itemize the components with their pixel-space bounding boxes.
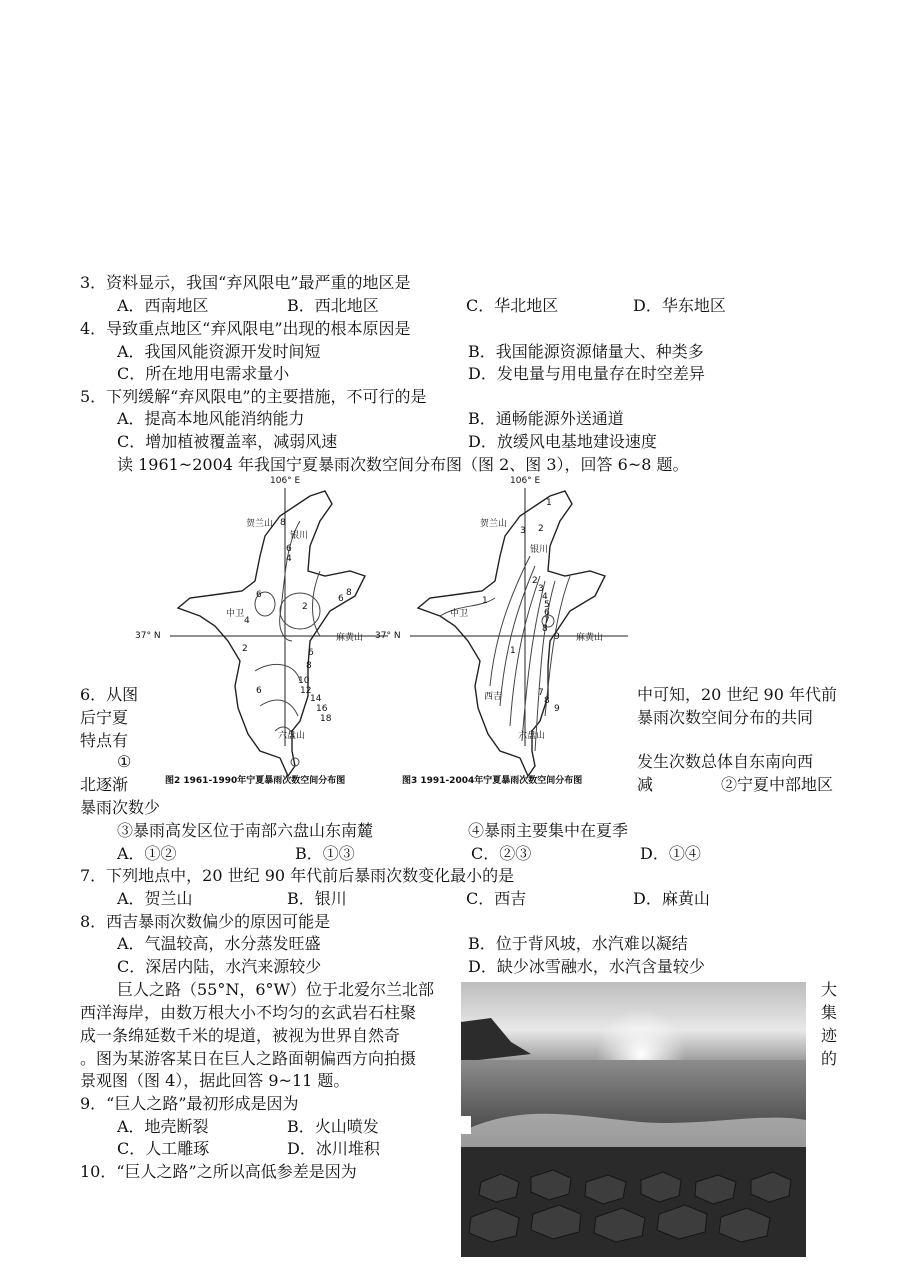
q5-option-d: D．放缓风电基地建设速度 (468, 432, 657, 451)
q6-line4-right: 发生次数总体自东南向西 (637, 752, 814, 771)
q8-option-a: A．气温较高，水分蒸发旺盛 (117, 934, 321, 953)
fig2-lat-label: 37° N (135, 631, 161, 641)
q6-line1-right: 中可知，20 世纪 90 年代前 (637, 685, 837, 704)
passage-line-2: 西洋海岸，由数万根大小不均匀的玄武岩石柱聚 (80, 1003, 417, 1022)
fig3-contour-label: 1 (482, 596, 488, 606)
fig3-contour-label: 9 (554, 704, 560, 714)
fig2-contour-label: 6 (338, 594, 344, 604)
q6-option-a: A．①② (117, 844, 177, 863)
passage-line-4: 。图为某游客某日在巨人之路面朝偏西方向拍摄 (80, 1049, 417, 1068)
q5-stem: 5．下列缓解“弃风限电”的主要措施，不可行的是 (80, 387, 427, 406)
q6-line5-right: ②宁夏中部地区 (721, 775, 834, 794)
fig2-contour-label: 6 (286, 544, 292, 554)
q6-option-d: D．①④ (640, 844, 701, 863)
q6-line6: 暴雨次数少 (80, 798, 161, 817)
fig3-contour-label: 4 (542, 592, 548, 602)
fig2-liupanshan-label: 六盘山 (278, 731, 306, 741)
q3-option-c: C．华北地区 (466, 296, 559, 315)
q7-stem: 7．下列地点中，20 世纪 90 年代前后暴雨次数变化最小的是 (80, 866, 515, 885)
fig2-contour-label: 8 (346, 588, 352, 598)
fig3-mahuangshan-label: 麻黄山 (576, 633, 604, 643)
fig3-contour-label: 3 (538, 584, 544, 594)
fig2-contour-label: 2 (302, 602, 308, 612)
figure-3-caption: 图3 1991-2004年宁夏暴雨次数空间分布图 (402, 776, 583, 786)
q4-option-a: A．我国风能资源开发时间短 (117, 342, 321, 361)
q4-option-c: C．所在地用电需求量小 (117, 364, 290, 383)
q3-option-a: A．西南地区 (117, 296, 209, 315)
q9-option-b: B．火山喷发 (287, 1117, 379, 1136)
fig2-contour-label: 18 (320, 714, 332, 724)
q6-line4-left: ① (117, 752, 132, 771)
q6-line2-left: 后宁夏 (80, 708, 129, 727)
fig3-contour-label: 3 (520, 526, 526, 536)
fig3-helanshan-label: 贺兰山 (480, 519, 508, 529)
passage-right-1: 大 (821, 980, 838, 999)
fig3-lat-label: 37° N (375, 631, 401, 641)
fig2-contour-label: 2 (242, 644, 248, 654)
q7-option-c: C．西吉 (466, 889, 527, 908)
fig3-lon-label: 106° E (510, 476, 541, 486)
fig2-contour-label: 8 (280, 518, 286, 528)
q8-option-d: D．缺少冰雪融水，水汽含量较少 (468, 957, 705, 976)
fig3-contour-label: 1 (546, 498, 552, 508)
passage-right-2: 集 (821, 1003, 838, 1022)
q6-line2-right: 暴雨次数空间分布的共同 (637, 708, 814, 727)
fig3-contour-label: 2 (532, 576, 538, 586)
fig2-contour-label: 16 (316, 704, 328, 714)
fig2-contour-label: 10 (298, 676, 310, 686)
passage-line-3: 成一条绵延数千米的堤道，被视为世界自然奇 (80, 1026, 401, 1045)
q3-option-b: B．西北地区 (287, 296, 379, 315)
fig3-contour-label: 9 (554, 632, 560, 642)
q6-statement-3: ③暴雨高发区位于南部六盘山东南麓 (117, 821, 374, 840)
fig2-helanshan-label: 贺兰山 (246, 519, 274, 529)
fig2-contour-label: 14 (310, 694, 322, 704)
q4-stem: 4．导致重点地区“弃风限电”出现的根本原因是 (80, 319, 411, 338)
fig3-contour-label: 5 (544, 600, 550, 610)
fig2-yinchuan-label: 银川 (290, 531, 309, 541)
figure-4-photo (461, 982, 806, 1257)
figure-3-map (375, 476, 630, 796)
fig2-contour-label: 12 (300, 686, 312, 696)
q8-stem: 8．西吉暴雨次数偏少的原因可能是 (80, 912, 331, 931)
q8-option-c: C．深居内陆，水汽来源较少 (117, 957, 322, 976)
photo-notch (461, 1116, 471, 1134)
q7-option-a: A．贺兰山 (117, 889, 193, 908)
fig2-contour-label: 6 (256, 590, 262, 600)
q9-option-a: A．地壳断裂 (117, 1117, 209, 1136)
q6-line3-left: 特点有 (80, 731, 129, 750)
q6-line5-left: 北逐渐 (80, 775, 129, 794)
q7-option-d: D．麻黄山 (633, 889, 710, 908)
fig2-contour-label: 4 (286, 554, 292, 564)
passage-line-5: 景观图（图 4），据此回答 9~11 题。 (80, 1071, 350, 1090)
q7-option-b: B．银川 (287, 889, 347, 908)
figure-2-caption: 图2 1961-1990年宁夏暴雨次数空间分布图 (165, 776, 346, 786)
fig3-contour-label: 6 (544, 608, 550, 618)
fig2-mahuangshan-label: 麻黄山 (336, 633, 364, 643)
fig3-yinchuan-label: 银川 (530, 545, 549, 555)
q9-option-d: D．冰川堆积 (287, 1139, 380, 1158)
q9-option-c: C．人工雕琢 (117, 1139, 210, 1158)
q3-option-d: D．华东地区 (633, 296, 726, 315)
fig3-contour-label: 2 (538, 524, 544, 534)
fig3-liupanshan-label: 六盘山 (518, 731, 546, 741)
q4-option-d: D．发电量与用电量存在时空差异 (468, 364, 705, 383)
fig2-zhongwei-label: 中卫 (226, 609, 245, 619)
fig2-lon-label: 106° E (270, 476, 301, 486)
q6-line5-mid: 减 (637, 775, 654, 794)
fig3-contour-label: 7 (538, 688, 544, 698)
figure-2-map (135, 476, 390, 796)
q10-stem: 10．“巨人之路”之所以高低参差是因为 (80, 1162, 357, 1181)
q5-option-a: A．提高本地风能消纳能力 (117, 409, 305, 428)
q6-option-b: B．①③ (295, 844, 355, 863)
fig3-contour-label: 7 (544, 616, 550, 626)
q6-option-c: C．②③ (471, 844, 532, 863)
fig2-contour-label: 4 (244, 616, 250, 626)
q5-option-c: C．增加植被覆盖率，减弱风速 (117, 432, 338, 451)
q6-statement-4: ④暴雨主要集中在夏季 (468, 821, 629, 840)
fig3-xiji-label: 西吉 (484, 692, 503, 702)
fig3-contour-label: 8 (544, 696, 550, 706)
maps-intro: 读 1961~2004 年我国宁夏暴雨次数空间分布图（图 2、图 3），回答 6~8 题。 (117, 455, 689, 474)
fig2-contour-label: 8 (306, 661, 312, 671)
passage-right-4: 的 (821, 1049, 838, 1068)
q9-stem: 9．“巨人之路”最初形成是因为 (80, 1094, 299, 1113)
passage-right-3: 迹 (821, 1026, 838, 1045)
q6-line1-left: 6．从图 (80, 685, 139, 704)
fig3-zhongwei-label: 中卫 (450, 609, 469, 619)
fig3-contour-label: 8 (542, 624, 548, 634)
q5-option-b: B．通畅能源外送通道 (468, 409, 624, 428)
passage-line-1: 巨人之路（55°N，6°W）位于北爱尔兰北部 (117, 980, 434, 999)
fig2-contour-label: 6 (308, 648, 314, 658)
q3-stem: 3．资料显示，我国“弃风限电”最严重的地区是 (80, 273, 411, 292)
q4-option-b: B．我国能源资源储量大、种类多 (468, 342, 704, 361)
fig3-contour-label: 1 (510, 646, 516, 656)
fig2-contour-label: 6 (256, 686, 262, 696)
q8-option-b: B．位于背风坡，水汽难以凝结 (468, 934, 688, 953)
